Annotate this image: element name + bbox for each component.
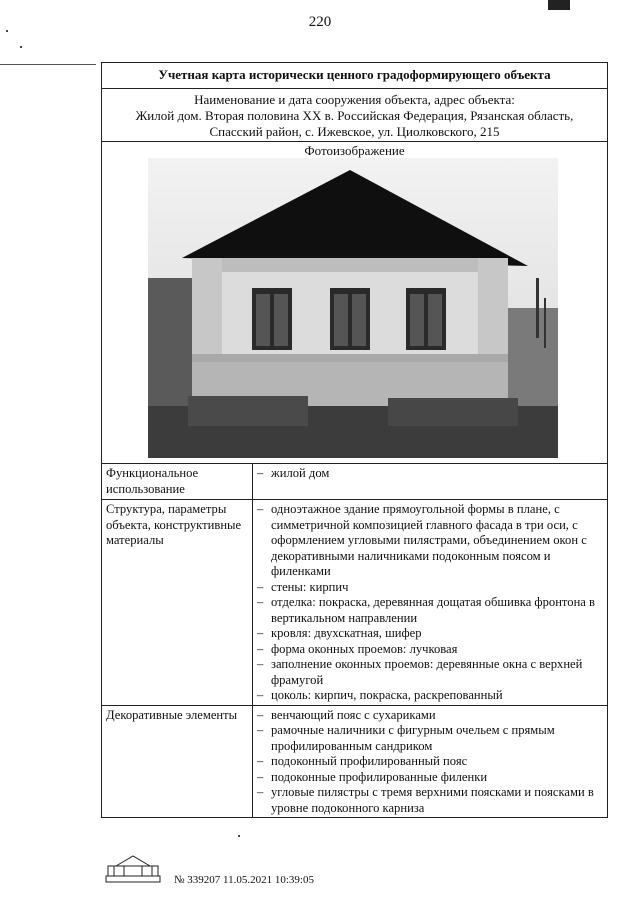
section-label: Декоративные элементы	[102, 706, 253, 818]
registry-seal-icon	[104, 854, 162, 886]
record-card	[101, 62, 608, 818]
list-item: – подоконные профилированные филенки	[257, 769, 488, 784]
scan-mark	[0, 64, 96, 65]
section-row	[102, 464, 607, 500]
section-row	[102, 500, 607, 706]
name-line: Спасский район, с. Ижевское, ул. Циолковского, 215	[209, 123, 500, 139]
list-item: – угловые пилястры с тремя верхними поясками и поясками в уровне подоконного карниза	[257, 785, 594, 815]
name-heading: Наименование и дата сооружения объекта, адрес объекта:	[194, 91, 515, 107]
section-items	[253, 500, 607, 705]
section-items	[253, 464, 607, 499]
scan-mark	[548, 0, 570, 10]
list-item: – заполнение оконных проемов: деревянные окна с верхней фрамугой	[257, 657, 583, 687]
scan-mark	[238, 835, 240, 837]
section-label: Функциональное использование	[102, 464, 253, 499]
object-name-block	[102, 89, 607, 142]
list-item: – отделка: покраска, деревянная дощатая обшивка фронтона в вертикальном направлении	[257, 595, 595, 625]
photo-label: Фотоизображение	[304, 142, 405, 158]
document-footer	[104, 848, 404, 888]
list-item: – рамочные наличники с фигурным очельем с прямым профилированным сандриком	[257, 723, 555, 753]
list-item: – цоколь: кирпич, покраска, раскрепованный	[257, 688, 503, 702]
page-number: 220	[308, 14, 332, 30]
name-line: Жилой дом. Вторая половина XX в. Российская Федерация, Рязанская область,	[135, 107, 574, 123]
list-item: – одноэтажное здание прямоугольной формы в плане, с симметричной композицией главного фасада в три оси, с оформлением угловыми пилястрами, объединением окон с декоративными наличниками подоконным поясом и филенками	[257, 502, 587, 578]
list-item: – форма оконных проемов: лучковая	[257, 641, 458, 656]
section-label: Структура, параметры объекта, конструктивные материалы	[102, 500, 253, 705]
scan-mark	[20, 46, 22, 48]
photo-block	[102, 142, 607, 465]
house-photo-image	[148, 158, 558, 458]
card-title: Учетная карта исторически ценного градоформирующего объекта	[102, 63, 607, 89]
list-item: – кровля: двухскатная, шифер	[257, 626, 422, 640]
list-item: – стены: кирпич	[257, 579, 349, 594]
list-item: – венчающий пояс с сухариками	[257, 707, 436, 722]
list-item: – подоконный профилированный пояс	[257, 754, 468, 768]
house-photo	[148, 158, 558, 458]
section-row	[102, 706, 607, 818]
registration-stamp: № 339207 11.05.2021 10:39:05	[174, 874, 314, 886]
scan-mark	[6, 30, 8, 32]
list-item: – жилой дом	[257, 466, 330, 480]
section-items	[253, 706, 607, 818]
